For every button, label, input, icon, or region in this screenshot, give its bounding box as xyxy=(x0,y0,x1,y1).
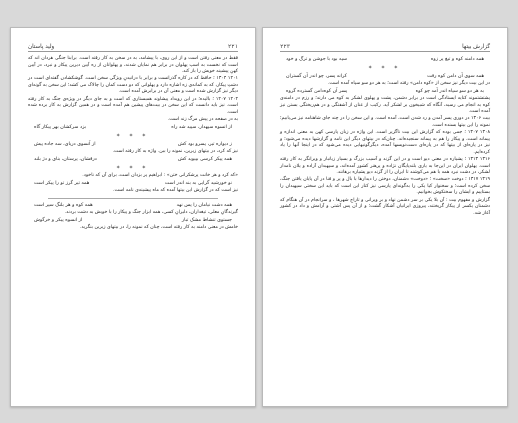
verse-couplet xyxy=(280,88,490,96)
verse-couplet xyxy=(280,56,490,64)
verse-hemistich: جستوی تنشاط مشک تبار xyxy=(181,217,232,223)
paragraph: «که کرد و هر خانت پرشکرانی ختن» : ابراهیم پر بزدان است، برای آن که ناخود. xyxy=(82,173,238,179)
paragraph: نیز که کرد، در بیتهای زیرین، نمونه را ببن. واژه به کار رفته است. xyxy=(112,148,238,154)
verse-hemistich: کرانه پسر، چو اندر آن گستران xyxy=(286,74,347,79)
paragraph: فقط در معنی رفتن است و از این روی، با پیشامد، به در سخن به کار رفته است. برابنا جنگی هردان اند که است که نخست به اسپ پهلوان در برابر هم نمایان شدند، و پهلوانان از ره آیین دیرین پیکار و نبرد، در آیین کهنِ پیشینه خویش را باز کند. xyxy=(28,56,238,75)
left-page-header xyxy=(28,43,238,52)
paragraph: نیز است که در گزارش این بیتها آمده که ماه پیشینه‌ی نامه است. xyxy=(113,188,238,194)
verse-hemistich: نو خورشید گرایی به بند اندر است xyxy=(164,181,232,187)
verse-couplet xyxy=(28,202,238,210)
verse-hemistich: به هر دو سو سپاه اندر آمد چو کوه xyxy=(415,89,484,95)
paragraph: ۱۴۰۱ ۱۳۰۴ ؛ حافظ که در کاره گذرانست و برابر با درانیدنِ ویژگی سخن است. گوشکشادن گفته‌ای است در دشتِ پیکار، که به کمانه‌ی زه اشاره دارد و پهلوانی که دو دست کمان را چالاک می کشد؛ این سخن به گونه‌ای دیگر نیز گزارش شده است و معنی آن در برابرش آمده است. xyxy=(28,76,238,95)
paragraph: خامش در معنی دامنه به کار رفته است، چنان که نمونه را، در بیتهای زیرین بنگرید. xyxy=(79,224,238,230)
left-page-number: ۲۲۱ xyxy=(227,44,238,50)
right-running-title: گزارش بیتها xyxy=(462,44,490,50)
verse-couplet xyxy=(28,141,238,149)
right-page-body xyxy=(280,43,490,392)
paragraph: ۱۳۱۶ ۱۳۱۳ ؛ پشیاره در معنی دیو است و در این گزند و آسیب بزرگ و بسیار زیانبار و ویرانگر به کار رفته است. پهلوان ایران در این‌جا به یاری بلندپایگان نژاده و پرهنر کشور آمده‌اند، و سپهبدان آزاده و یلان نامدار لشکر، در دشت نبرد همه با هم می‌کوشند تا ایران را از گزند دیو پشیاره برهانند. xyxy=(280,156,490,176)
verse-hemistich: همه تیر گرز تو را پیکر است xyxy=(34,181,90,187)
verse-couplet xyxy=(28,180,238,188)
verse-hemistich: همه دشت نیامان را پس نهد xyxy=(176,202,232,208)
right-page-text xyxy=(280,56,490,217)
left-page xyxy=(10,27,256,407)
paragraph: ۱۳۱۹ ۱۳۱۷ ؛ دوخت «سخت» ؛ «دوخت» دشمنان، دوختن را دیدارها با بال و پر و فنا در آن پایان یافتن جنگ، سخن کرده است؛ و سخنوار کیا یکی را به‌گونه‌ای پارسی نیز کنار این است که باید این سختی سپهبدان را بستاییم و ایشان را سختکوش بخوانیم. xyxy=(280,177,490,196)
section-separator: * * * xyxy=(368,65,402,72)
paragraph: گیرندگانِ معلی، تیغداران، دلیرانِ کسی، همه ابزار جنگ و پیکار را با خویش به دشت بردند. xyxy=(64,209,238,215)
right-page-header xyxy=(280,43,490,52)
verse-hemistich: همه دامنه کوه و تیغ پر زوه xyxy=(430,57,484,62)
verse-hemistich: درفشان، پرستان، بنای و دژ بلند xyxy=(34,157,97,163)
verse-hemistich: از انسوه سپهدار، سپید شد راه xyxy=(171,124,232,130)
section-separator: * * * xyxy=(116,132,150,140)
verse-couplet xyxy=(28,217,238,225)
paragraph: به در صفحه در پیش مرگ زند است. xyxy=(167,116,238,122)
left-page-body xyxy=(28,43,238,392)
verse-hemistich: پسر آن کوه‌دامن گسترده گروه xyxy=(286,89,348,95)
verse-hemistich: همه سوی آن دامن کوه رفت xyxy=(427,74,484,79)
verse-couplet xyxy=(280,73,490,81)
verse-hemistich: همه کوه و هر بلنگ سپر است xyxy=(34,202,93,208)
verse-hemistich: از آنسوی دریای، سه جاده پیش xyxy=(34,141,96,147)
verse-hemistich: سپه بود با جوشن و ترگ و خود xyxy=(286,57,348,62)
paragraph: بیت ۱۳۰۶ در دوری پسر آمدن و رد شدن است، آمده است. و این سخن را در چند جای شاهنامه نیز می‌یابیم؛ نمونه را این بیتها بسنده است. xyxy=(280,116,490,128)
right-page-number: ۲۲۳ xyxy=(280,44,291,50)
rule-divider xyxy=(48,198,218,199)
paragraph: در این بیت دیگر نیز سخن از «کوه دامن» رفته است؛ به هر دو سو سپاه آمده است. xyxy=(327,81,490,86)
verse-couplet xyxy=(28,124,238,132)
verse-hemistich: همه پیکر کرسی بپیوید کش xyxy=(178,157,232,163)
verse-couplet xyxy=(28,156,238,164)
verse-hemistich: از انسوه پیکر و خرگوش xyxy=(34,217,83,223)
paragraph: گزارش و مفهوم بیت : آن بلا یکی بر سر دشمن نهاد و بر ویرانی و تاراج شهرها ، و سرانجام در آن هنگام که دشمنان یکسر از پیکار گریختند، پیروزی ایرانیان آشکار گشت؛ و از آن پس آشتی و آرامش و داد در کشور آغاز شد. xyxy=(280,197,490,216)
verse-hemistich: ز دیواره تیر، پسرو بود کش xyxy=(178,141,232,147)
left-page-text xyxy=(28,56,238,231)
section-separator: * * * xyxy=(116,165,150,173)
right-page xyxy=(262,27,508,407)
paragraph: ۱۳۰۸ ۱۳۰۷ ؛ جمی بوده که گزارش این بیت ناگزیر است. این واژه در زبان پارسی کهن به معنی اندازه و پیمانه است، و پیکار را هم به پیمانه سنجیده‌اند. چنان‌که در بیتهای دیگر این نامه و گزارشها دیده می‌شود؛ و نیز در پاره‌ای از بیتها که در پاره‌ای دست‌نویسها آمده، دیگرگونیهایی دیده می‌شود که در اینجا آنها را یاد کرده‌ایم. xyxy=(280,130,490,155)
paragraph: پشتشتموند کنایه ایستادگی است در برابر دشمن، پشت و پهلوی لشکر به کوه می دارند؛ و رزم در دامنه‌ی کوه به انجام می رسید، آنگاه که شبیخون بر لشکر آید. رکیب از عنان از آشفتگی و در هم‌ریختگی بستن نیز آمده است. xyxy=(280,96,490,115)
left-running-title: ولید پاستان xyxy=(28,44,55,50)
paragraph: ۱۴۰۲ ۱۴۰۷ ؛ بالیده؛ در این رویداد پیشاوند همبستاری که است و به جای دیگر در ویژه‌ی جنگ به کار رفته است. نیز باید دانست که این سخن در بیت‌های پیشین هم آمده است و در همین گزارش به کار برده شده است. xyxy=(28,96,239,115)
verse-hemistich: بزد سرکشان بهر پیکار گاه xyxy=(34,124,87,130)
